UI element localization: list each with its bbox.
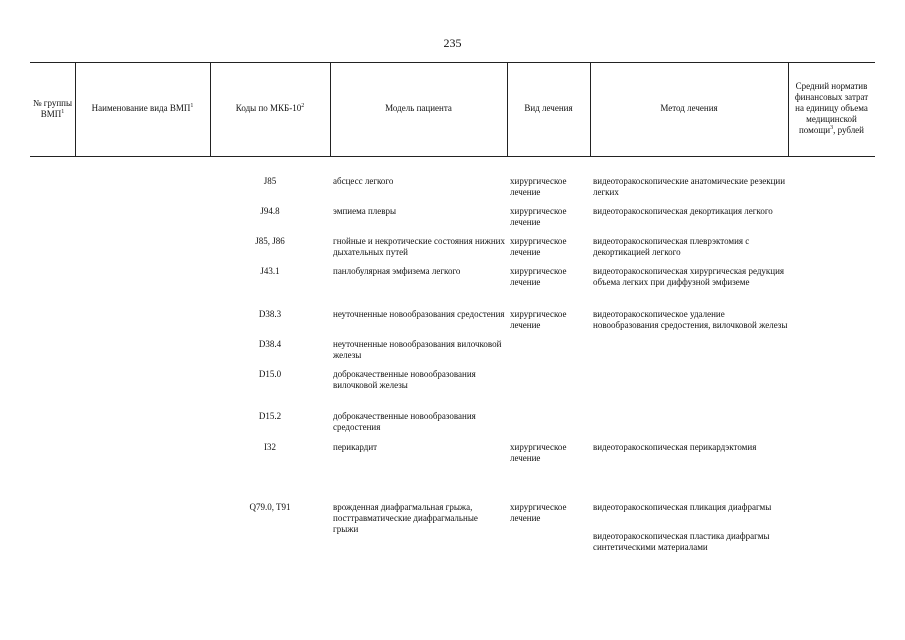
treatment-type: хирургическое лечение <box>510 309 567 330</box>
patient-model: абсцесс легкого <box>333 176 394 186</box>
treatment-type: хирургическое лечение <box>510 236 567 257</box>
treatment-method: видеоторакоскопическая пликация диафрагмы <box>593 502 772 512</box>
treatment-type: хирургическое лечение <box>510 266 567 287</box>
treatment-method: видеоторакоскопические анатомические резекции легких <box>593 176 786 197</box>
treatment-method: видеоторакоскопическая декортикация легкого <box>593 206 773 216</box>
treatment-method: видеоторакоскопическая хирургическая редукция объема легких при диффузной эмфиземе <box>593 266 785 287</box>
icd-code: D38.3 <box>258 309 282 319</box>
header-bottom-border <box>30 156 875 157</box>
patient-model: врожденная диафрагмальная грыжа, посттравматические диафрагмальные грыжи <box>333 502 478 534</box>
header-avg-cost: Средний норматив финансовых затрат на единицу объема медицинской помощи$^3$, рублей <box>794 81 869 135</box>
icd-code: J94.8 <box>260 206 280 216</box>
treatment-method: видеоторакоскопическая перикардэктомия <box>593 442 757 452</box>
treatment-method: видеоторакоскопическая пластика диафрагмы синтетическими материалами <box>593 531 770 552</box>
header-icd-codes: Коды по МКБ-$10^2$ <box>235 103 305 113</box>
icd-code: J85, J86 <box>255 236 285 246</box>
treatment-method: видеоторакоскопическое удаление новообразования средостения, вилочковой железы <box>593 309 788 330</box>
header-treatment-method: Метод лечения <box>660 103 718 113</box>
patient-model: перикардит <box>333 442 378 452</box>
patient-model: доброкачественные новообразования вилочковой железы <box>333 369 476 390</box>
patient-model: неуточненные новообразования вилочковой железы <box>333 339 502 360</box>
icd-code: D15.2 <box>258 411 282 421</box>
patient-model: гнойные и некротические состояния нижних дыхательных путей <box>333 236 505 257</box>
patient-model: неуточненные новообразования средостения <box>333 309 505 319</box>
patient-model: эмпиема плевры <box>333 206 397 216</box>
icd-code: D15.0 <box>258 369 282 379</box>
header-group-no: № группы ВМП$^1$ <box>32 97 73 119</box>
icd-code: I32 <box>264 442 276 452</box>
treatment-method: видеоторакоскопическая плеврэктомия с декортикацией легкого <box>593 236 750 257</box>
patient-model: доброкачественные новообразования средостения <box>333 411 476 432</box>
icd-code: Q79.0, T91 <box>249 502 291 512</box>
icd-code: J85 <box>263 176 277 186</box>
treatment-type: хирургическое лечение <box>510 176 567 197</box>
header-patient-model: Модель пациента <box>385 103 452 113</box>
icd-code: D38.4 <box>258 339 282 349</box>
treatment-type: хирургическое лечение <box>510 442 567 463</box>
treatment-type: хирургическое лечение <box>510 206 567 227</box>
icd-code: J43.1 <box>260 266 280 276</box>
header-treatment-type: Вид лечения <box>524 103 573 113</box>
patient-model: панлобулярная эмфизема легкого <box>333 266 461 276</box>
treatment-type: хирургическое лечение <box>510 502 567 523</box>
page-number: 235 <box>443 36 462 50</box>
header-vmp-name: Наименование вида ВМП$^1$ <box>91 103 194 113</box>
